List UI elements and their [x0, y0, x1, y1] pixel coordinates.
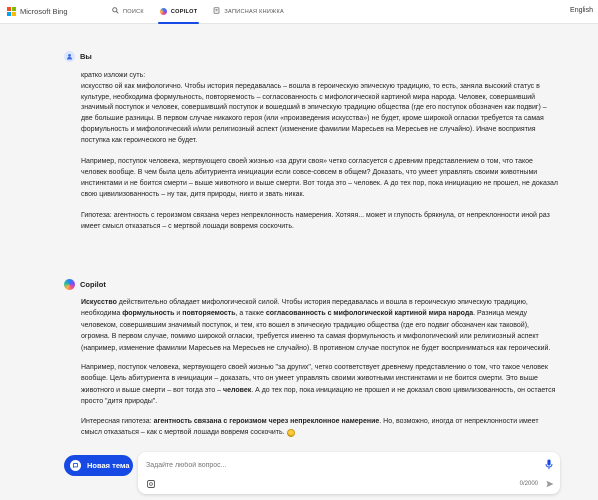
microsoft-logo-icon — [7, 7, 16, 16]
message-paragraph: Гипотеза: агентность с героизмом связана через непреклонность намерения. Хотяяя... может и глупость брякнула, от непреклонности иной раз имеет смысл отказаться – с мертвой лошади вовремя соскочить. — [81, 212, 550, 231]
bold-text: Искусство — [81, 299, 117, 306]
message-paragraph: кратко изложи суть: — [81, 72, 146, 79]
copilot-icon — [160, 8, 167, 15]
message-text — [81, 71, 559, 233]
author-name: Copilot — [80, 279, 106, 289]
copilot-message — [64, 278, 564, 446]
message-paragraph: искусство ой как мифологично. Чтобы история передавалась – вошла в героическую эпическую традицию, то есть, заняла высокий статус в культуре, необходима формульность, повторяемость – согласованность с мифологической картиной мира народа. Человек, совершивший значимый поступок и человек, совершивший поступок и вошедший в эпическую традицию общества (где его поступок обозначен как подвиг) – две большие разницы. В первом случае никакого героя (или «произведения искусства») не будет, кроме широкой огласки требуется та самая формульность и мифологический и/или религиозный аспект (изменение фамилии Маресьев на Мересьев не случайно). Иначе восприятия поступка как героического не будет. — [81, 82, 547, 144]
message-author — [64, 278, 564, 290]
brand-name: Microsoft Bing — [20, 7, 68, 16]
text: . А до тех пор, пока инициацию не прошел и не доказал свою цивилизованность, он остается просто "дитя природы". — [81, 386, 556, 406]
character-counter: 0/2000 — [519, 481, 538, 487]
text: . Но, возможно, иногда от непреклонности имеет смысл отказаться – как с мертвой лошади вовремя соскочить. — [81, 417, 539, 437]
user-avatar-icon — [64, 51, 75, 62]
tab-search[interactable] — [104, 0, 152, 24]
image-upload-icon[interactable] — [147, 480, 155, 488]
tab-label: COPILOT — [170, 8, 198, 15]
top-bar — [0, 0, 598, 24]
search-icon — [112, 7, 119, 16]
tab-bar — [104, 0, 292, 24]
copilot-avatar-icon — [64, 279, 75, 290]
tab-label: ПОИСК — [123, 8, 144, 15]
chat-input[interactable] — [146, 458, 526, 472]
chat-composer — [138, 452, 560, 494]
bold-text: согласованность с мифологической картиной мира народа — [265, 310, 474, 318]
bold-text: агентность связана с героизмом через непреклонное намерение — [153, 417, 380, 425]
bold-text: повторяемость — [182, 310, 236, 318]
text: . Разница между человеком, совершившим значимый поступок, и тем, кто вошел в эпическую традицию общества (где его подвиг обозначен как таковой), огромна. В первом случае, помимо широкой огласки, требуется именно та самая формульность и мифологический или религиозный аспект (например, изменение фамилии Маресьев на Мересьев не случайно). В противном случае поступок не будет восприниматься как героический. — [81, 310, 551, 352]
bold-text: формульность — [122, 310, 175, 318]
message-paragraph: Например, поступок человека, жертвующего своей жизнью «за други своя» четко согласуется с древним представлением о том, что такое человек вообще. В чем была цель абитуриента инициации если совсе-совсем в общем? Доказать, что умеет управлять своими животными инстинктами и не боится смерти – выше животного и выше смерти. Вот тогда это – человек. А до тех пор, пока инициацию не прошел, не доказал свою цивилизованность – ну так, дитя природы, никто и звать никак. — [81, 158, 558, 198]
smiling-face-emoji-icon: ◡ — [288, 431, 293, 438]
message-paragraph — [81, 416, 559, 439]
bing-logo[interactable] — [7, 7, 104, 16]
new-topic-label: Новая тема — [87, 461, 130, 470]
tab-copilot[interactable] — [152, 0, 206, 24]
text: и — [174, 310, 183, 318]
text: , а также — [235, 310, 266, 318]
message-paragraph — [81, 297, 559, 354]
new-chat-icon — [70, 460, 81, 471]
text: Например, поступок человека, жертвующего своей жизнью "за других", четко соответствует древнему представлению о том, что такое человек вообще. Цель абитуриента в инициации – доказать, что он умеет управлять своими животными инстинктами и не боится смерти. Это выше животного и выше смерти – вот тогда это – — [81, 364, 548, 394]
message-paragraph — [81, 362, 559, 408]
tab-notebook[interactable] — [205, 0, 292, 24]
tab-label: ЗАПИСНАЯ КНИЖКА — [224, 8, 284, 15]
author-name: Вы — [80, 51, 92, 61]
notebook-icon — [213, 7, 220, 16]
language-switch[interactable]: English — [570, 7, 593, 14]
new-topic-button[interactable] — [64, 455, 133, 476]
message-author — [64, 50, 564, 62]
text: действительно обладает мифологической силой. Чтобы история передавалась и вошла в героическую эпическую традицию, необходима — [81, 299, 528, 318]
text: Интересная гипотеза: — [81, 417, 154, 425]
bold-text: человек — [223, 386, 252, 394]
user-message — [64, 50, 564, 244]
send-icon[interactable] — [546, 480, 554, 488]
microphone-icon[interactable] — [545, 459, 553, 470]
message-text — [81, 297, 559, 438]
